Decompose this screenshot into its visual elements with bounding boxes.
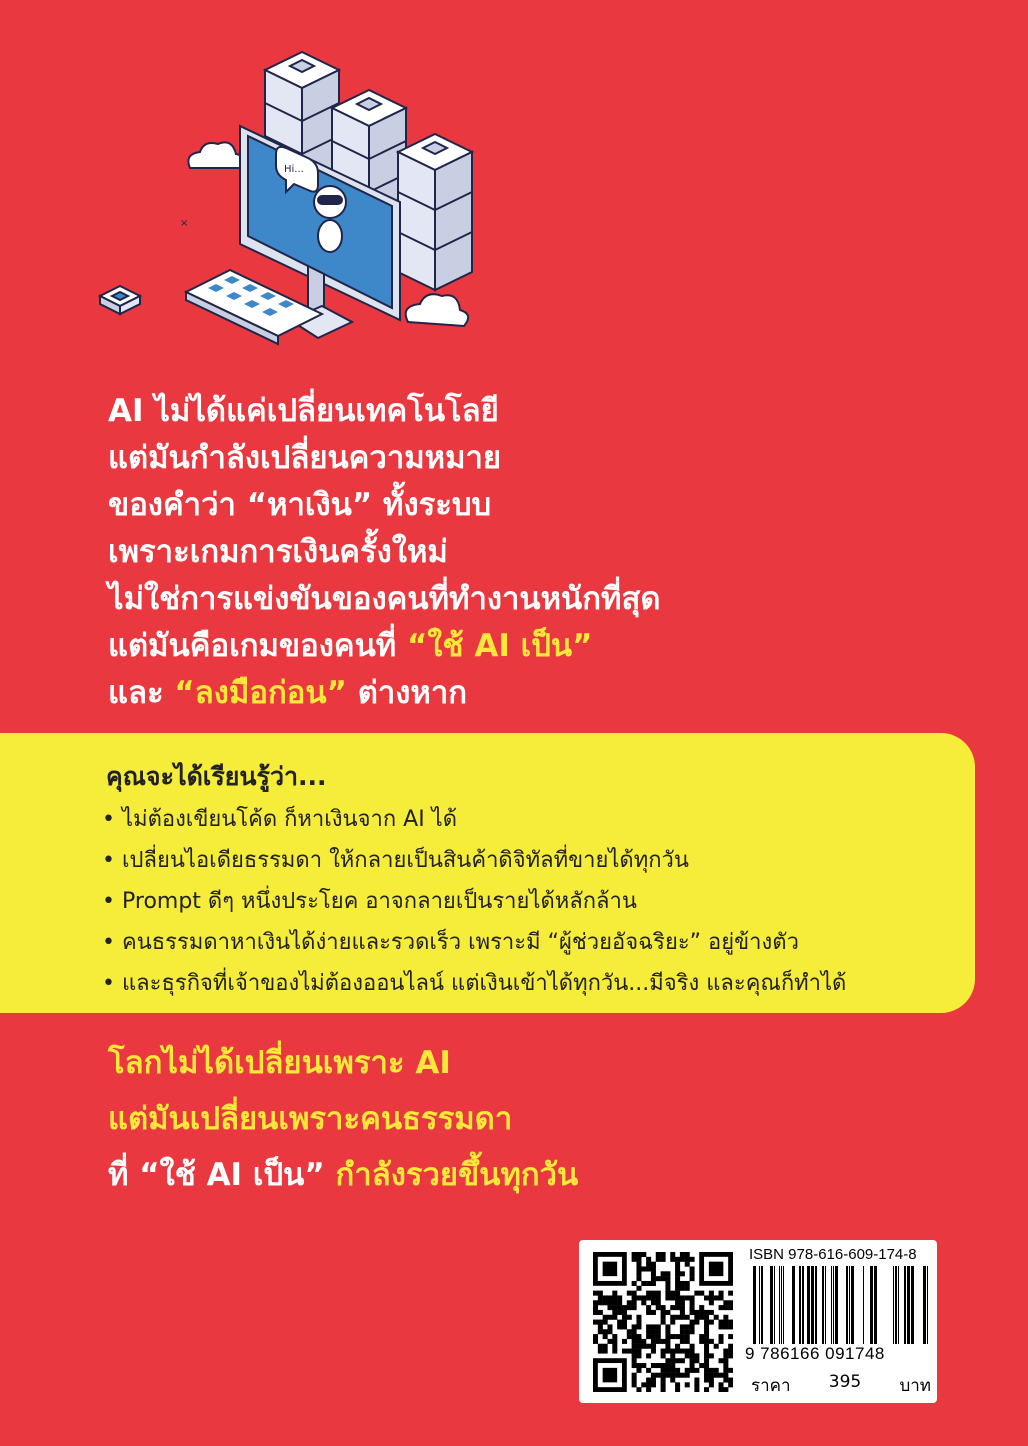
bullet: • (102, 930, 115, 955)
closing-block (108, 1035, 578, 1203)
list-item-text: เปลี่ยนไอเดียธรรมดา ให้กลายเป็นสินค้าดิจิทัลที่ขายได้ทุกวัน (122, 848, 689, 873)
headline-text: ต่างหาก (346, 675, 468, 711)
closing-text: กำลังรวยขึ้นทุกวัน (324, 1157, 579, 1193)
closing-line: แต่มันเปลี่ยนเพราะคนธรรมดา (108, 1101, 513, 1137)
keyboard-icon (186, 270, 322, 344)
price-currency: บาท (899, 1376, 931, 1396)
learn-list (102, 799, 846, 1004)
headline-highlight: “ใช้ AI เป็น” (407, 628, 593, 664)
list-item (102, 963, 846, 1004)
list-item (102, 799, 846, 840)
list-item (102, 881, 846, 922)
price-row (751, 1372, 931, 1399)
list-item-text: คนธรรมดาหาเงินได้ง่ายและรวดเร็ว เพราะมี “ผู้ช่วยอัจฉริยะ” อยู่ข้างตัว (122, 930, 799, 955)
server-computer-illustration (90, 30, 480, 360)
headline-text: แต่มันคือเกมของคนที่ (108, 628, 407, 664)
closing-white-text: ที่ “ใช้ AI เป็น” (108, 1157, 325, 1193)
learn-box (0, 733, 975, 1013)
chip-icon (100, 286, 140, 314)
headline-line: ของคำว่า “หาเงิน” ทั้งระบบ (108, 487, 492, 523)
bullet: • (102, 807, 115, 832)
bullet: • (102, 848, 115, 873)
price-label: ราคา (751, 1376, 791, 1396)
barcode-box (579, 1240, 937, 1403)
price-value: 395 (828, 1372, 862, 1392)
bullet: • (102, 889, 115, 914)
headline-line: แต่มันกำลังเปลี่ยนความหมาย (108, 440, 502, 476)
list-item-text: และธุรกิจที่เจ้าของไม่ต้องออนไลน์ แต่เงินเข้าได้ทุกวัน...มีจริง และคุณก็ทำได้ (122, 971, 847, 996)
server-icon (398, 134, 472, 290)
list-item (102, 922, 846, 963)
cloud-icon (188, 142, 244, 168)
chat-bubble-text: Hi... (284, 164, 304, 175)
barcode-digits: 9 786166 091748 (745, 1344, 885, 1363)
barcode-icon (749, 1266, 931, 1344)
qr-code-icon (593, 1252, 733, 1392)
learn-title: คุณจะได้เรียนรู้ว่า... (106, 762, 327, 791)
headline-highlight: “ลงมือก่อน” (174, 675, 347, 711)
list-item (102, 840, 846, 881)
headline-block (108, 388, 928, 717)
isbn-label: ISBN 978-616-609-174-8 (749, 1246, 917, 1263)
headline-line: ไม่ใช่การแข่งขันของคนที่ทำงานหนักที่สุด (108, 581, 661, 617)
bullet: • (102, 971, 115, 996)
cloud-icon (406, 294, 468, 326)
closing-line: โลกไม่ได้เปลี่ยนเพราะ AI (108, 1045, 451, 1081)
list-item-text: Prompt ดีๆ หนึ่งประโยค อาจกลายเป็นรายได้หลักล้าน (122, 889, 637, 914)
headline-line: AI ไม่ได้แค่เปลี่ยนเทคโนโลยี (108, 393, 499, 429)
list-item-text: ไม่ต้องเขียนโค้ด ก็หาเงินจาก AI ได้ (122, 807, 458, 832)
headline-line (108, 670, 928, 717)
headline-text: และ (108, 675, 175, 711)
closing-line (108, 1147, 578, 1203)
sparkle-icon: × (180, 218, 189, 229)
headline-line (108, 623, 928, 670)
headline-line: เพราะเกมการเงินครั้งใหม่ (108, 534, 448, 570)
